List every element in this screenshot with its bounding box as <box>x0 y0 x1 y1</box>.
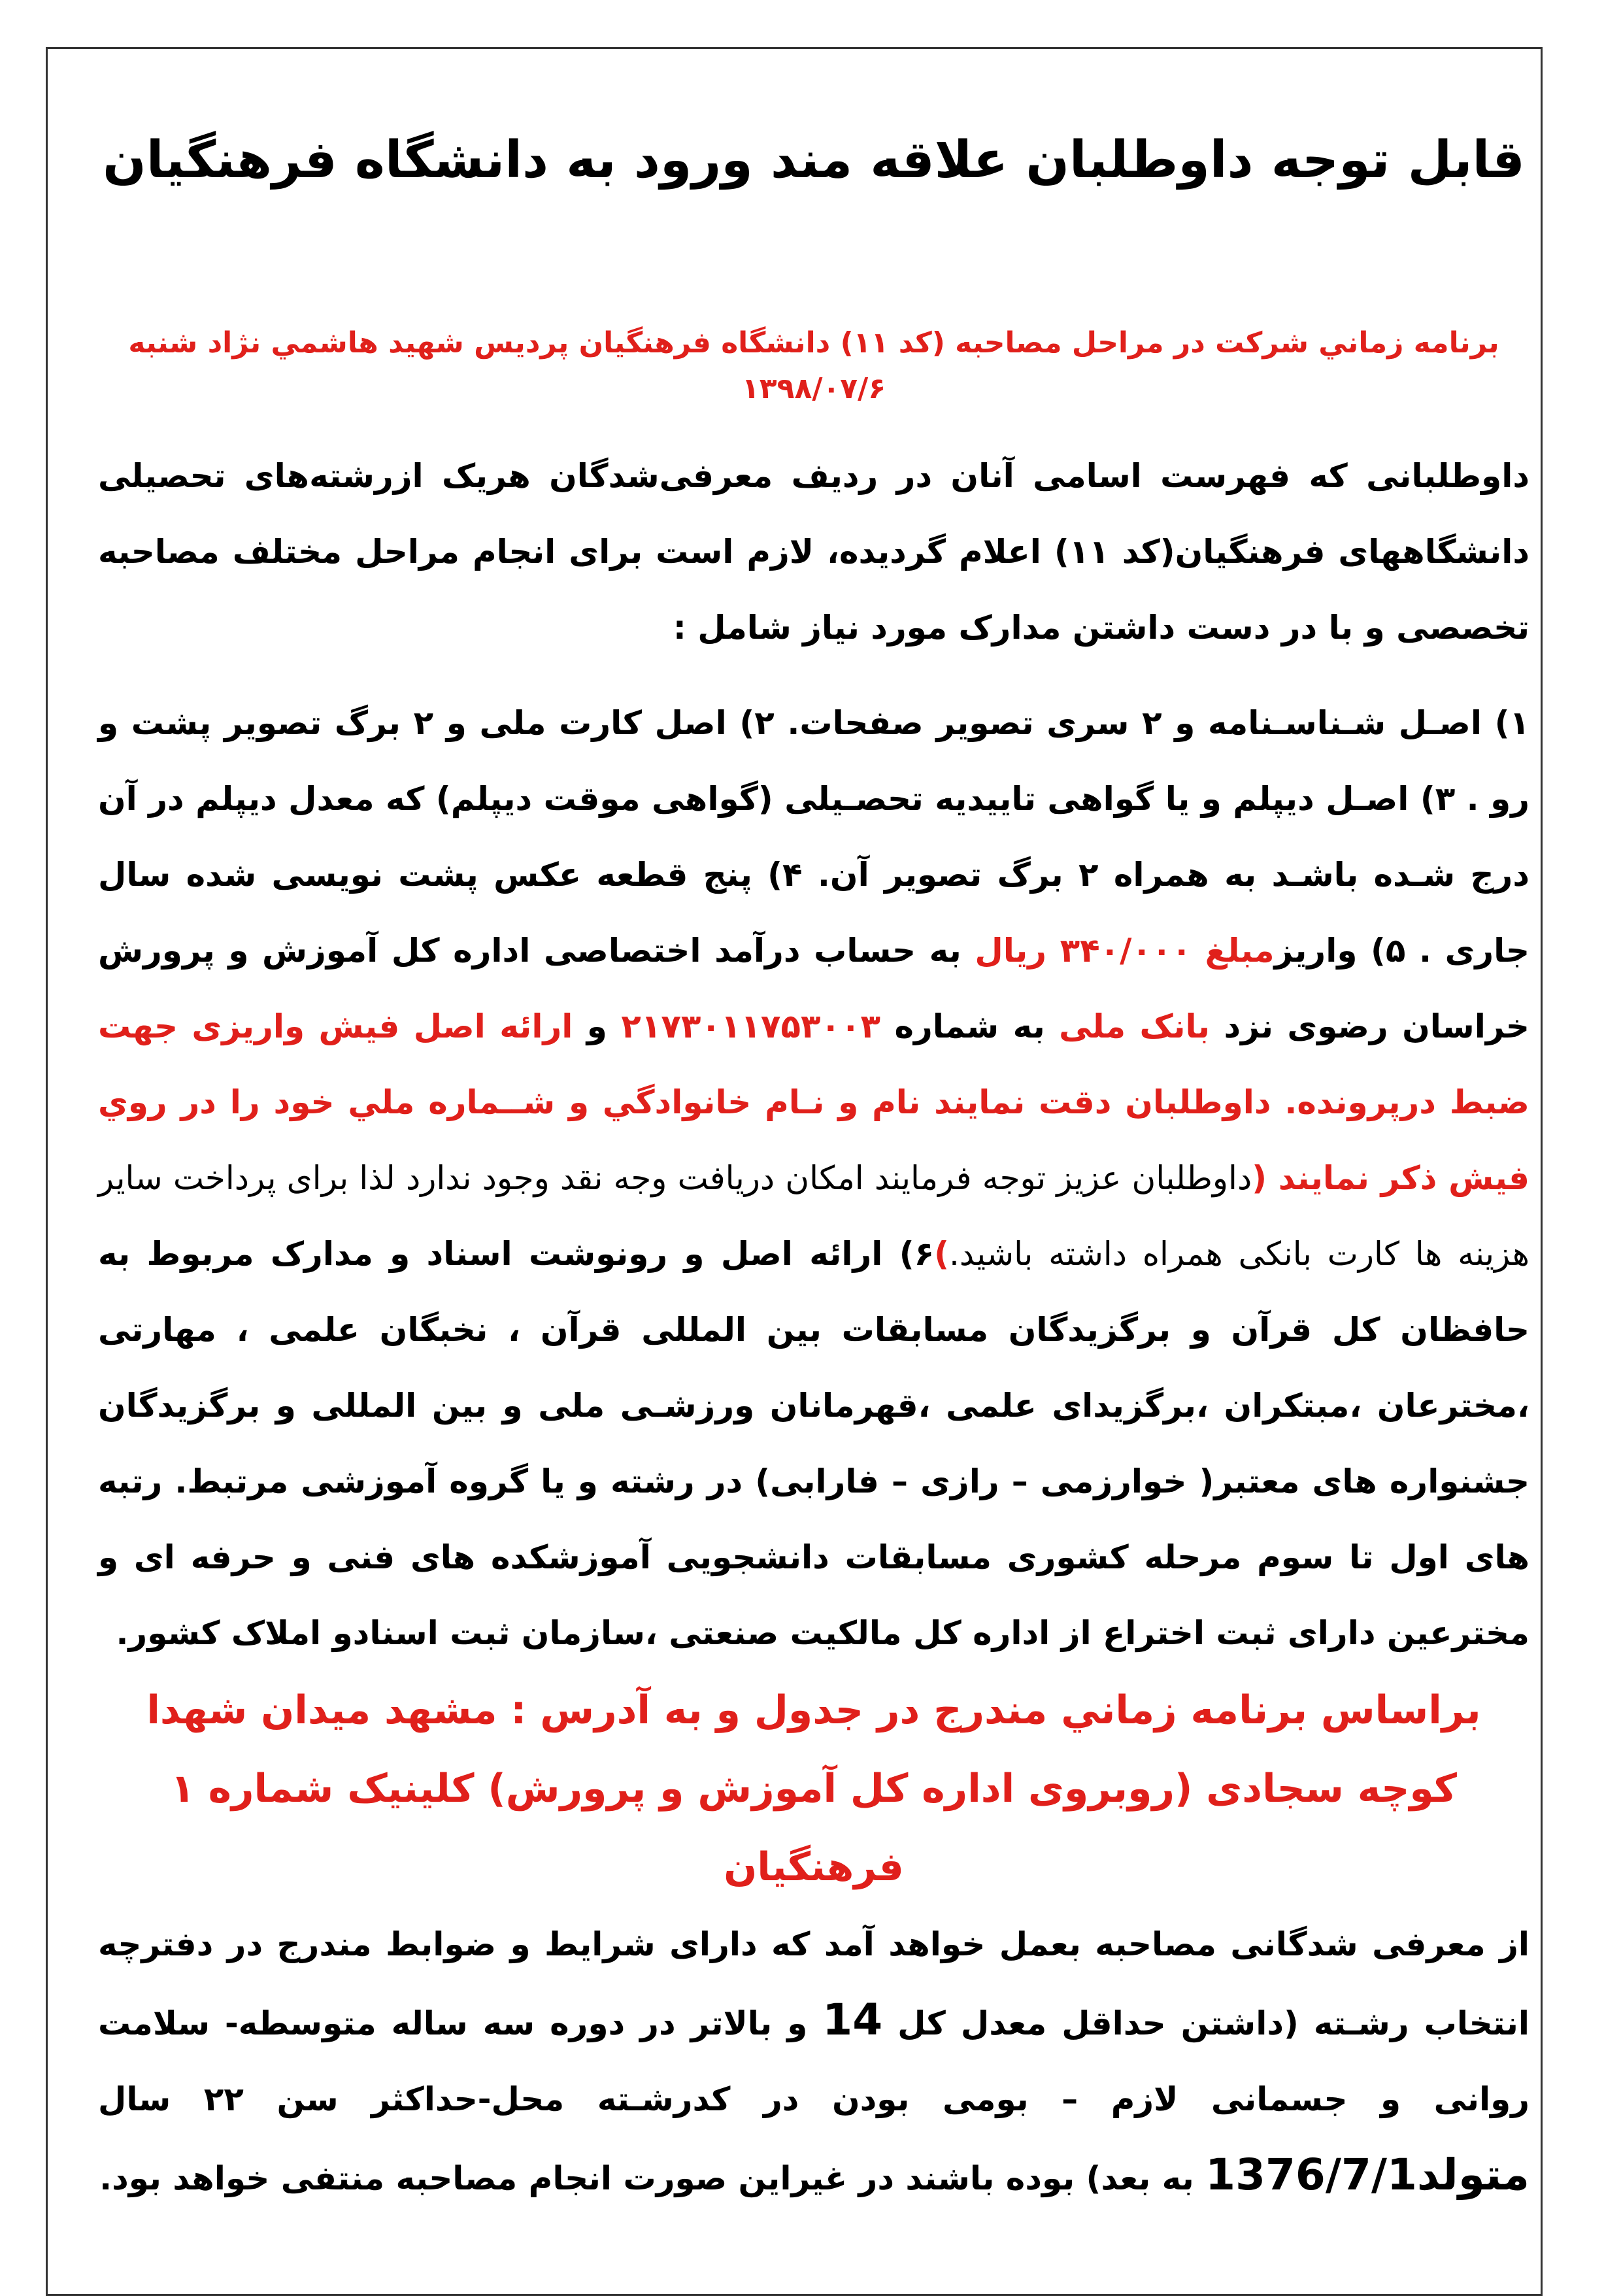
birth-date-limit: 1376/7/1 <box>1205 2150 1417 2200</box>
note-close-paren: ) <box>934 1235 949 1273</box>
interview-address: براساس برنامه زماني مندرج در جدول و به آدرس : مشهد ميدان شهدا كوچه سجادی (روبروی اداره کل آموزش و پرورش) کلینیک شماره ۱ فرهنگیان <box>146 1687 1481 1890</box>
conditions-text-2: و بالاتر در دوره سه ساله متوسطه- سلامت روانی و جسمانی لازم – بومی بودن در کدرشـته محل-حداکثر سن ۲۲ سال <box>98 2004 1529 2118</box>
conditions-text-3: به بعد) بوده باشند در غیراین صورت انجام مصاحبه منتفی خواهد بود. <box>99 2159 1206 2197</box>
requirements-text-2: به حساب درآمد اختصاصی اداره کل آموزش و پرورش خراسان رضوی نزد <box>98 932 1529 1045</box>
conditions-text-1: از معرفی شدگانی مصاحبه بعمل خواهد آمد که دارای شرایط و ضوابط مندرج در دفترچه انتخاب رشـته (داشتن حداقل معدل کل <box>98 1925 1529 2042</box>
account-number: ۲۱۷۳۰۱۱۷۵۳۰۰۳ <box>621 1007 881 1045</box>
note-open-paren: ( <box>1252 1159 1278 1197</box>
bank-name: بانک ملی <box>1059 1007 1211 1045</box>
requirements-text-4: و <box>573 1007 622 1045</box>
schedule-subtitle: برنامه زماني شرکت در مراحل مصاحبه (کد ۱۱) دانشگاه فرهنگيان پرديس شهيد هاشمي نژاد شنبه ۱۳۹۸/۰۷/۶ <box>128 326 1499 405</box>
requirements-text-1: ۱) اصـل شـناسـنامه و ۲ سری تصویر صفحات. ۲) اصل کارت ملی و ۲ برگ تصویر پشت و رو . ۳) اصـل دیپلم و یا گواهی تاییدیه تحصـیلی (گواهی موقت دیپلم) که معدل دیپلم در آن درج شـده باشـد به همراه ۲ برگ تصویر آن. ۴) پنج قطعه عکس پشت نویسی شده سال جاری . ۵) واریز <box>98 704 1530 970</box>
requirements-text-3: به شماره <box>880 1007 1060 1045</box>
born-label: متولد <box>1416 2150 1529 2200</box>
cash-note: داوطلبان عزیز توجه فرمایند امکان دریافت وجه نقد وجود ندارد لذا برای پرداخت سایر هزینه ها کارت بانکی همراه داشته باشید. <box>98 1159 1529 1273</box>
fee-amount: مبلغ ۳۴۰/۰۰۰ ریال <box>975 932 1275 970</box>
requirements-text-5: ۶) ارائه اصل و رونوشت اسناد و مدارک مربوط به حافظان کل قرآن و برگزیدگان مسابقات بین المللی قرآن ، نخبگان علمی ، مهارتی ،مخترعان ،مبتکران ،برگزیدای علمی ،قهرمانان ورزشـی ملی و بین المللی و برگزیدگان جشنواره های معتبر( خوارزمی – رازی – فارابی) در رشته و یا گروه آموزشی مرتبط. رتبه های اول تا سوم مرحله کشوری مسابقات دانشجویی آموزشکده های فنی و حرفه ای و مخترعین دارای ثبت اختراع از اداره کل مالکیت صنعتی ،سازمان ثبت اسنادو املاک کشور. <box>98 1235 1529 1652</box>
receipt-note: ارائه اصل فیش واریزی جهت ضبط درپرونده. داوطلبان دقت نمایند نام و نـام خانوادگي و شــماره ملي خود را در روي فيش ذكر نمايند <box>98 1007 1529 1197</box>
document-content <box>98 124 1529 2216</box>
minimum-gpa: 14 <box>822 1995 883 2045</box>
document-title: قابل توجه داوطلبان علاقه مند ورود به دانشگاه فرهنگیان <box>103 131 1525 190</box>
intro-paragraph: داوطلبانی که فهرست اسامی آنان در ردیف معرفی‌شدگان هریک ازرشته‌های تحصیلی دانشگاههای فرهنگیان(کد ۱۱) اعلام گردیده، لازم است برای انجام مراحل مختلف مصاحبه تخصصی و با در دست داشتن مدارک مورد نیاز شامل : <box>98 457 1529 647</box>
conditions-paragraph <box>98 1906 1529 2216</box>
requirements-paragraph <box>98 685 1529 1671</box>
